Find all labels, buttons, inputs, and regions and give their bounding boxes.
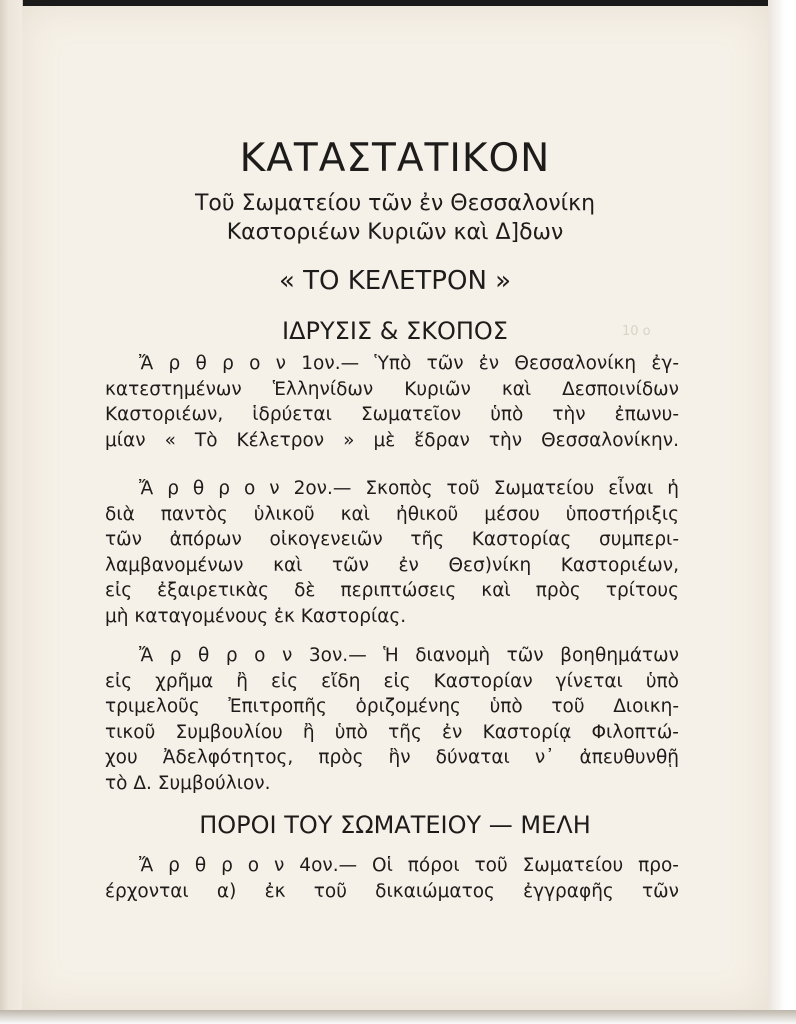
text-line: μίαν « Τὸ Κέλετρον » μὲ ἕδραν τὴν Θεσσαλονίκην. [105,429,679,451]
subtitle-line-1: Τοῦ Σωματείου τῶν ἐν Θεσσαλονίκη [194,191,596,216]
text-line: λαμβανομένων καὶ τῶν ἐν Θεσ)νίκη Καστοριέων, [105,554,679,576]
page-right-edge [768,0,796,1024]
text-line: κατεστημένων Ἑλληνίδων Κυριῶν καὶ Δεσποινίδων [105,378,679,400]
text-line: Ἄ ρ θ ρ ο ν 3ον.— Ἡ διανομὴ τῶν βοηθημάτων [139,645,679,666]
article-2 [105,476,679,629]
text-line: χου Ἀδελφότητος, πρὸς ἣν δύναται ν᾽ ἀπευθυνθῇ [105,747,679,768]
text-line: τικοῦ Συμβουλίου ἢ ὑπὸ τῆς ἐν Καστορίᾳ Φιλοπτώ- [105,721,679,743]
page-bottom-edge [0,1010,796,1024]
text-line: εἰς χρῆμα ἢ εἰς εἴδη εἰς Καστορίαν γίνεται ὑπὸ [105,670,679,692]
text-line: Καστοριέων, ἱδρύεται Σωματεῖον ὑπὸ τὴν ἐπωνυ- [105,404,679,425]
document-page [22,6,768,1010]
section-heading-founding-purpose: ΙΔΡΥΣΙΣ & ΣΚΟΠΟΣ [282,317,508,345]
text-line: διὰ παντὸς ὑλικοῦ καὶ ἠθικοῦ μέσου ὑποστήριξις [105,503,679,525]
text-line: τῶν ἀπόρων οἰκογενειῶν τῆς Καστορίας συμπερι- [105,529,679,550]
association-name: « ΤΟ ΚΕΛΕΤΡΟΝ » [278,266,512,296]
article-1 [105,351,679,453]
text-line: Ἄ ρ θ ρ ο ν 4ον.— Οἱ πόροι τοῦ Σωματείου προ- [139,855,679,876]
article-3 [105,643,679,796]
text-line: Ἄ ρ θ ρ ο ν 1ον.— Ὑπὸ τῶν ἐν Θεσσαλονίκη ἐγ- [139,353,679,374]
text-line: εἰς ἐξαιρετικὰς δὲ περιπτώσεις καὶ πρὸς τρίτους [105,580,679,601]
article-4 [105,853,679,904]
subtitle-line-2: Καστοριέων Κυριῶν καὶ Δ]δων [226,220,564,245]
faint-mark: 10 ο [622,324,651,339]
book-spine [0,0,23,1024]
section-heading-resources-members: ΠΟΡΟΙ ΤΟΥ ΣΩΜΑΤΕΙΟΥ — ΜΕΛΗ [199,811,591,839]
text-line: τὸ Δ. Συμβούλιον. [105,772,271,794]
document-title: ΚΑΤΑΣΤΑΤΙΚΟΝ [239,136,551,181]
page-content [22,6,768,1010]
text-line: μὴ καταγομένους ἐκ Καστορίας. [105,605,407,627]
text-line: Ἄ ρ θ ρ ο ν 2ον.— Σκοπὸς τοῦ Σωματείου εἶναι ἡ [139,478,679,499]
text-line: έρχονται α) ἐκ τοῦ δικαιώματος ἐγγραφῆς τῶν [105,880,679,902]
text-line: τριμελοῦς Ἐπιτροπῆς ὁριζομένης ὑπὸ τοῦ Διοικη- [105,696,679,717]
